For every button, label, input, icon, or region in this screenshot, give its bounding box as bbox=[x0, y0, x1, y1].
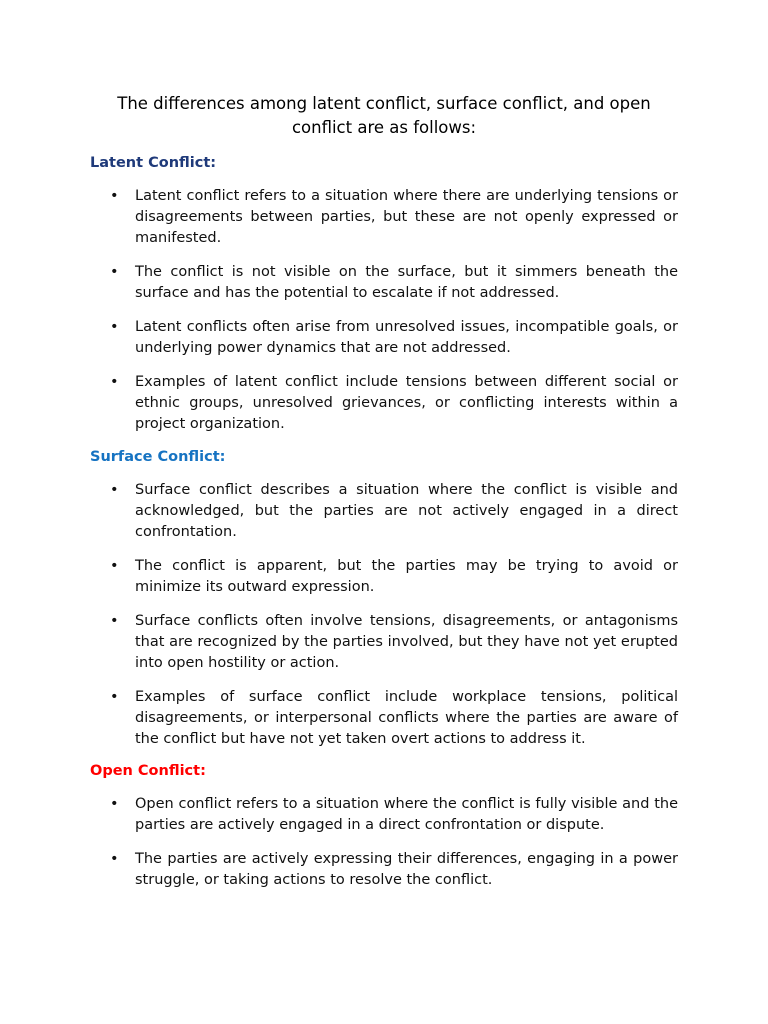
section-surface-conflict bbox=[90, 447, 678, 750]
section-latent-conflict bbox=[90, 153, 678, 435]
bullet-icon: • bbox=[110, 558, 119, 574]
bullet-text: Surface conflict describes a situation where the conflict is visible and acknowledged, but the parties are not actively engaged in a direct confrontation. bbox=[135, 482, 678, 540]
list-item bbox=[90, 794, 678, 836]
bullet-icon: • bbox=[110, 796, 119, 812]
bullet-text: Open conflict refers to a situation where the conflict is fully visible and the parties are actively engaged in a direct confrontation or dispute. bbox=[135, 796, 678, 833]
list-item bbox=[90, 849, 678, 891]
bullet-list-surface bbox=[90, 480, 678, 750]
bullet-text: The conflict is apparent, but the parties may be trying to avoid or minimize its outward expression. bbox=[135, 558, 678, 595]
bullet-icon: • bbox=[110, 374, 119, 390]
list-item bbox=[90, 186, 678, 249]
bullet-icon: • bbox=[110, 264, 119, 280]
list-item bbox=[90, 480, 678, 543]
section-heading-surface: Surface Conflict: bbox=[90, 449, 226, 465]
bullet-icon: • bbox=[110, 851, 119, 867]
bullet-text: Examples of latent conflict include tensions between different social or ethnic groups, unresolved grievances, or conflicting interests within a project organization. bbox=[135, 374, 678, 432]
list-item bbox=[90, 317, 678, 359]
bullet-icon: • bbox=[110, 188, 119, 204]
bullet-icon: • bbox=[110, 319, 119, 335]
bullet-text: Examples of surface conflict include workplace tensions, political disagreements, or interpersonal conflicts where the parties are aware of the conflict but have not yet taken overt actions to address it. bbox=[135, 689, 678, 747]
bullet-text: The parties are actively expressing their differences, engaging in a power struggle, or taking actions to resolve the conflict. bbox=[135, 851, 678, 888]
section-open-conflict bbox=[90, 761, 678, 891]
bullet-text: The conflict is not visible on the surface, but it simmers beneath the surface and has the potential to escalate if not addressed. bbox=[135, 264, 678, 301]
bullet-icon: • bbox=[110, 613, 119, 629]
bullet-text: Surface conflicts often involve tensions, disagreements, or antagonisms that are recognized by the parties involved, but they have not yet erupted into open hostility or action. bbox=[135, 613, 678, 671]
list-item bbox=[90, 556, 678, 598]
section-heading-latent: Latent Conflict: bbox=[90, 155, 217, 171]
section-heading-open: Open Conflict: bbox=[90, 763, 206, 779]
document-title: The differences among latent conflict, surface conflict, and open conflict are as follows: bbox=[117, 94, 651, 137]
bullet-list-open bbox=[90, 794, 678, 891]
list-item bbox=[90, 611, 678, 674]
bullet-text: Latent conflicts often arise from unresolved issues, incompatible goals, or underlying power dynamics that are not addressed. bbox=[135, 319, 678, 356]
bullet-icon: • bbox=[110, 482, 119, 498]
bullet-list-latent bbox=[90, 186, 678, 435]
bullet-text: Latent conflict refers to a situation where there are underlying tensions or disagreements between parties, but these are not openly expressed or manifested. bbox=[135, 188, 678, 246]
list-item bbox=[90, 262, 678, 304]
list-item bbox=[90, 372, 678, 435]
bullet-icon: • bbox=[110, 689, 119, 705]
list-item bbox=[90, 687, 678, 750]
